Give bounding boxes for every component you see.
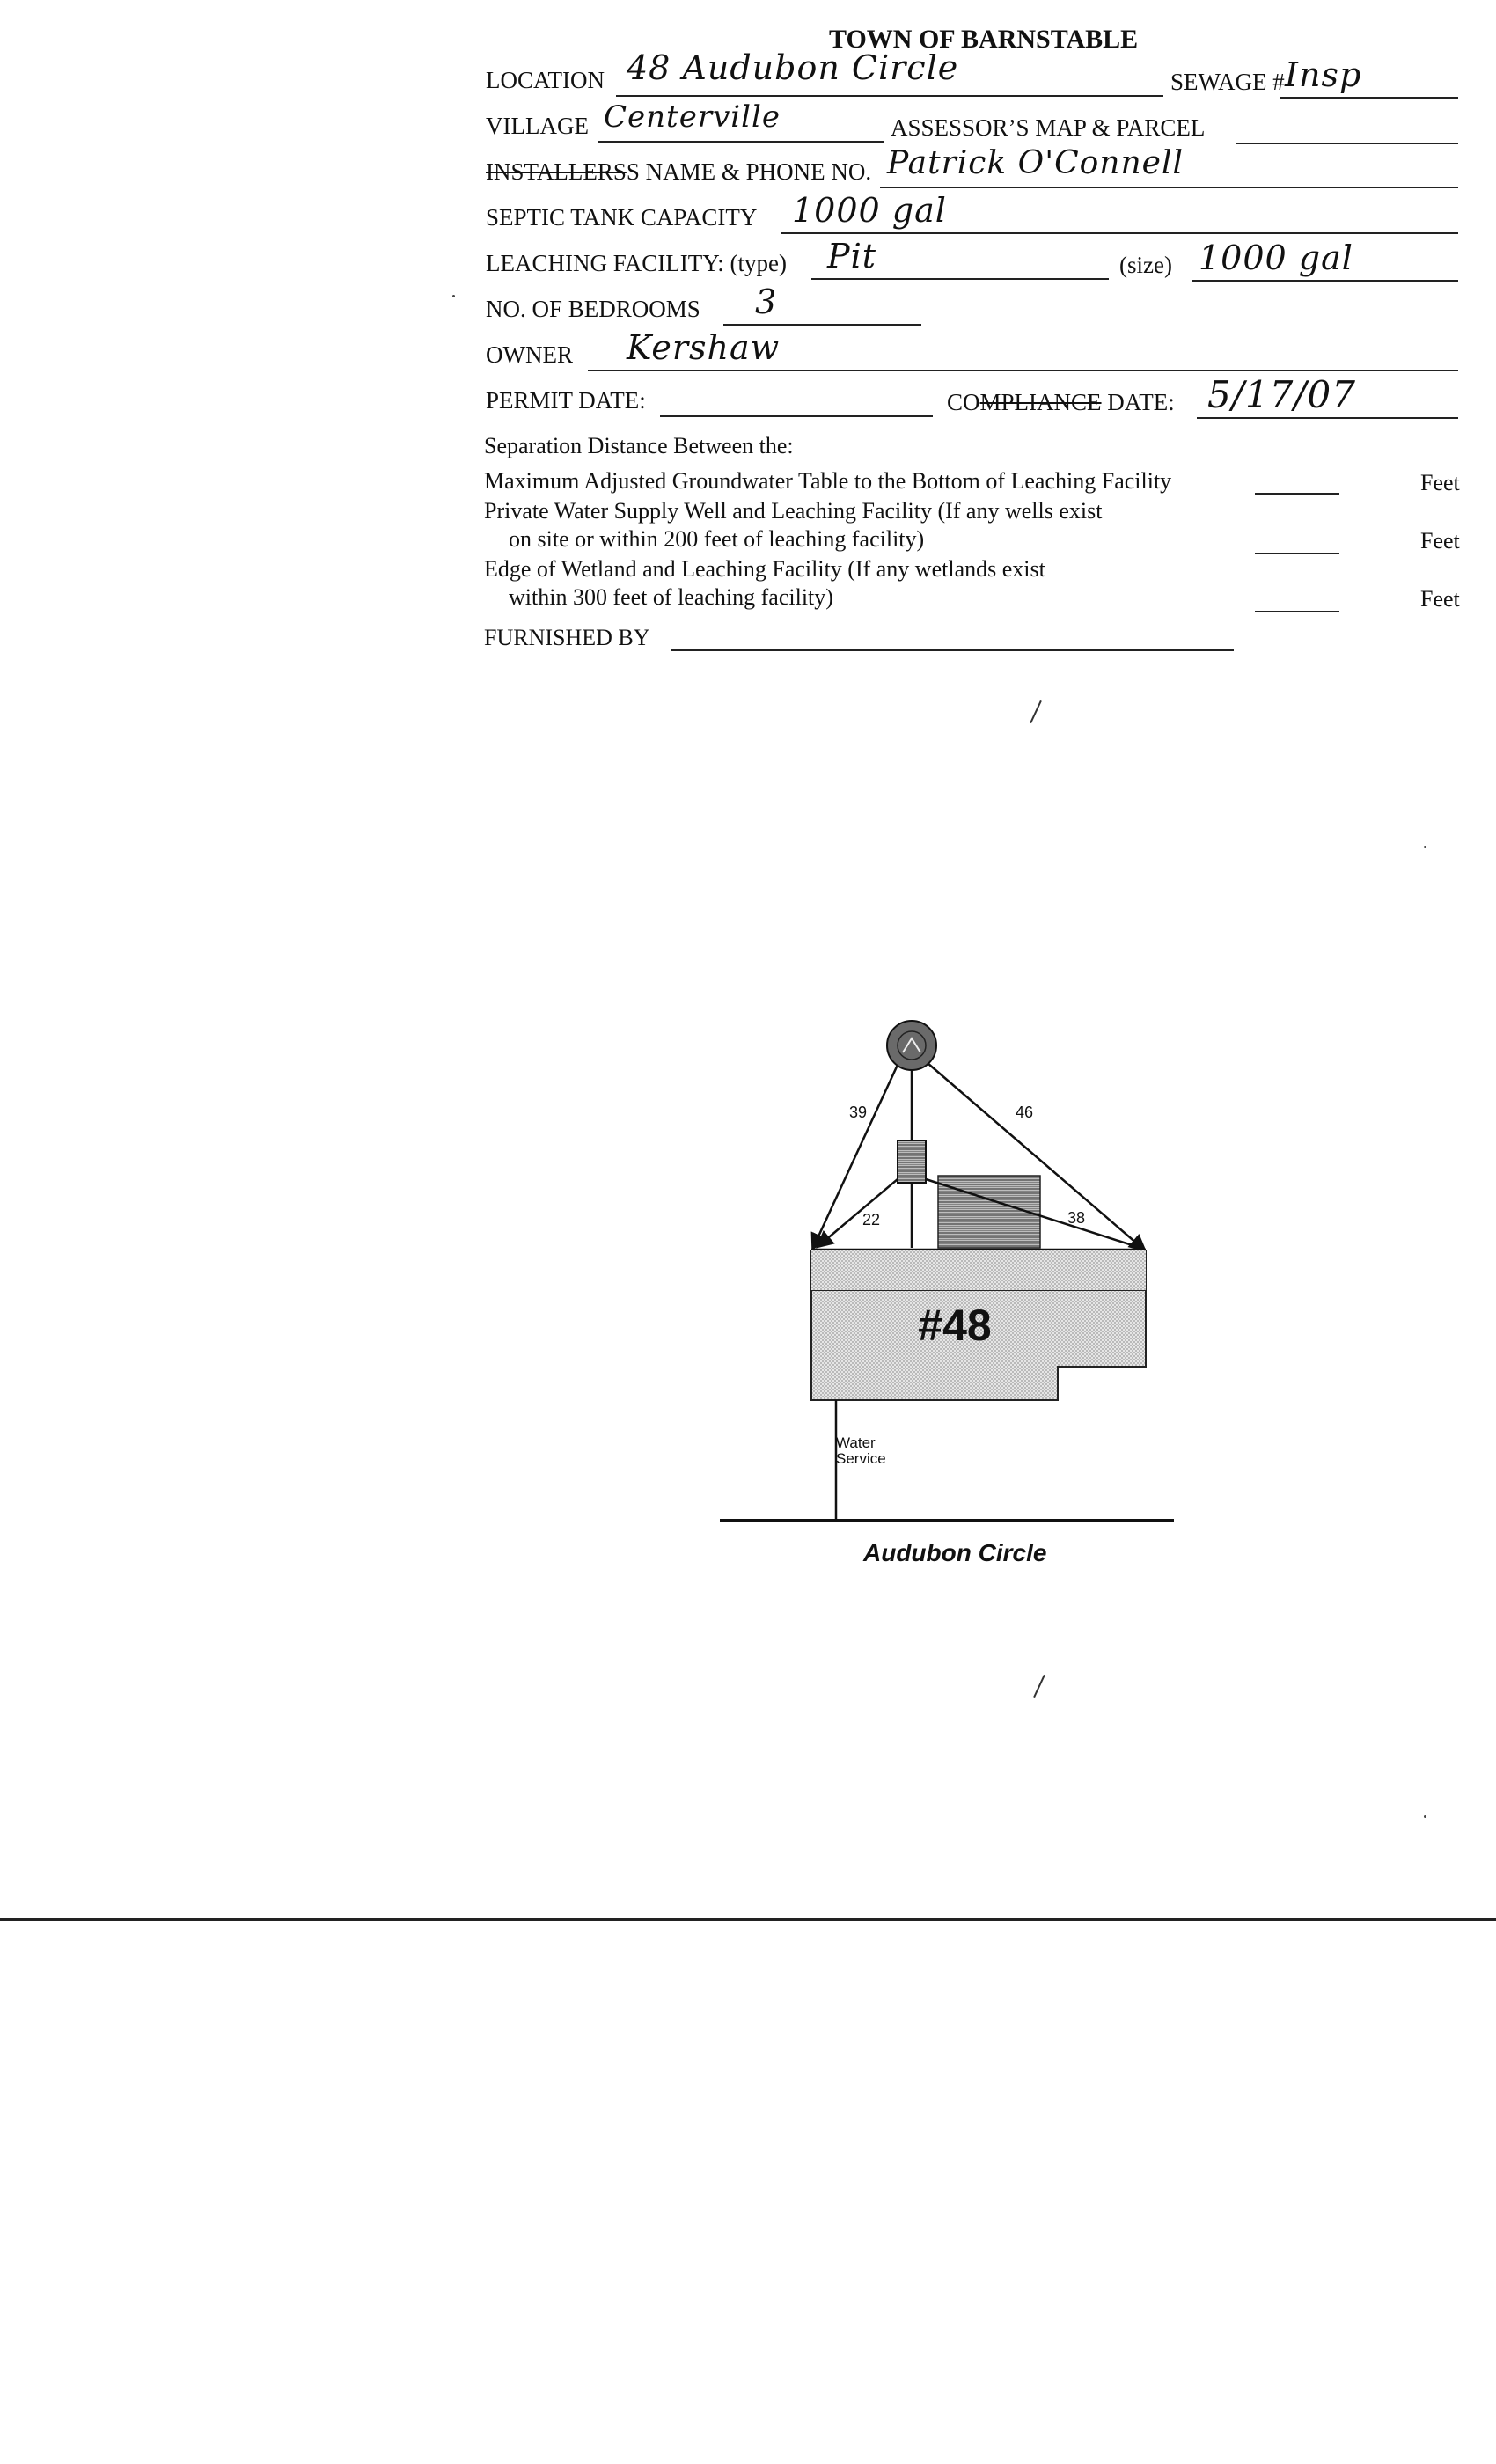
water-service-label-2: Service bbox=[836, 1450, 886, 1467]
page-bottom-rule bbox=[0, 1918, 1496, 1921]
house-label: #48 bbox=[918, 1301, 992, 1350]
sep-wetland-feet: Feet bbox=[1420, 586, 1460, 612]
sewage-label: SEWAGE # bbox=[1170, 69, 1285, 95]
leach-size-value[interactable]: 1000 gal bbox=[1199, 238, 1353, 277]
bedrooms-value[interactable]: 3 bbox=[755, 282, 778, 321]
sep-well-line1: Private Water Supply Well and Leaching Facility (If any wells exist bbox=[484, 498, 1103, 524]
installer-rule bbox=[880, 187, 1458, 188]
installers-struck: INSTALLERS bbox=[486, 158, 627, 185]
dist-right-long: 46 bbox=[1015, 1104, 1034, 1121]
village-value[interactable]: Centerville bbox=[604, 99, 781, 135]
sep-well-rule bbox=[1255, 553, 1339, 554]
compliance-struck: MPLIANCE bbox=[979, 389, 1102, 415]
site-plan-diagram bbox=[0, 968, 1496, 1848]
location-label: LOCATION bbox=[486, 67, 605, 93]
sep-wetland-line2: within 300 feet of leaching facility) bbox=[509, 584, 833, 610]
sep-groundwater-rule bbox=[1255, 493, 1339, 495]
furnished-rule bbox=[671, 649, 1234, 651]
septic-tank bbox=[898, 1140, 926, 1183]
speck bbox=[452, 295, 455, 297]
sep-groundwater: Maximum Adjusted Groundwater Table to the Bottom of Leaching Facility bbox=[484, 468, 1172, 494]
tank-rule bbox=[781, 232, 1458, 234]
sewage-value[interactable]: Insp bbox=[1285, 55, 1362, 94]
village-label: VILLAGE bbox=[486, 113, 589, 139]
dist-right-short: 38 bbox=[1067, 1209, 1086, 1227]
leach-type-rule bbox=[811, 278, 1109, 280]
water-service-label-1: Water bbox=[836, 1434, 876, 1451]
leach-type-label: LEACHING FACILITY: (type) bbox=[486, 250, 787, 276]
village-rule bbox=[598, 141, 884, 143]
leach-size-rule bbox=[1192, 280, 1458, 282]
assessor-rule bbox=[1236, 143, 1458, 144]
sep-wetland-rule bbox=[1255, 611, 1339, 612]
leaching-pit bbox=[887, 1021, 936, 1070]
sep-well-line2: on site or within 200 feet of leaching facility) bbox=[509, 526, 925, 552]
tank-value[interactable]: 1000 gal bbox=[792, 191, 947, 230]
tank-label: SEPTIC TANK CAPACITY bbox=[486, 204, 758, 231]
street-name: Audubon Circle bbox=[863, 1539, 1047, 1566]
house-upper-band bbox=[811, 1250, 1146, 1290]
compliance-rule bbox=[1197, 417, 1458, 419]
leach-type-value[interactable]: Pit bbox=[827, 237, 876, 275]
leach-size-label: (size) bbox=[1119, 252, 1172, 278]
compliance-post: DATE: bbox=[1101, 389, 1175, 415]
compliance-value[interactable]: 5/17/07 bbox=[1207, 373, 1356, 416]
assessor-label: ASSESSOR’S MAP & PARCEL bbox=[891, 114, 1206, 141]
separation-heading: Separation Distance Between the: bbox=[484, 433, 794, 458]
owner-value[interactable]: Kershaw bbox=[627, 328, 781, 367]
sep-groundwater-feet: Feet bbox=[1420, 470, 1460, 495]
owner-rule bbox=[588, 370, 1458, 371]
installer-label bbox=[486, 160, 871, 184]
speck bbox=[1424, 846, 1426, 848]
compliance-pre: CO bbox=[947, 389, 980, 415]
dist-left-long: 39 bbox=[848, 1104, 868, 1121]
owner-label: OWNER bbox=[486, 341, 573, 368]
dist-left-short: 22 bbox=[862, 1211, 881, 1228]
bedrooms-rule bbox=[723, 324, 921, 326]
installers-rest: S NAME & PHONE NO. bbox=[626, 158, 872, 185]
sep-well-feet: Feet bbox=[1420, 528, 1460, 554]
bedrooms-label: NO. OF BEDROOMS bbox=[486, 296, 700, 322]
form-title: TOWN OF BARNSTABLE bbox=[829, 25, 1139, 54]
installer-value[interactable]: Patrick O'Connell bbox=[887, 145, 1184, 181]
sewage-rule bbox=[1280, 97, 1458, 99]
permit-rule bbox=[660, 415, 933, 417]
line-pit-to-left-corner bbox=[813, 1065, 898, 1248]
stray-slash-1 bbox=[1030, 700, 1042, 723]
furnished-label: FURNISHED BY bbox=[484, 625, 650, 650]
location-rule bbox=[616, 95, 1163, 97]
compliance-label bbox=[947, 391, 1175, 414]
sep-wetland-line1: Edge of Wetland and Leaching Facility (If any wetlands exist bbox=[484, 556, 1045, 582]
permit-label: PERMIT DATE: bbox=[486, 387, 646, 414]
location-value[interactable]: 48 Audubon Circle bbox=[627, 48, 959, 87]
